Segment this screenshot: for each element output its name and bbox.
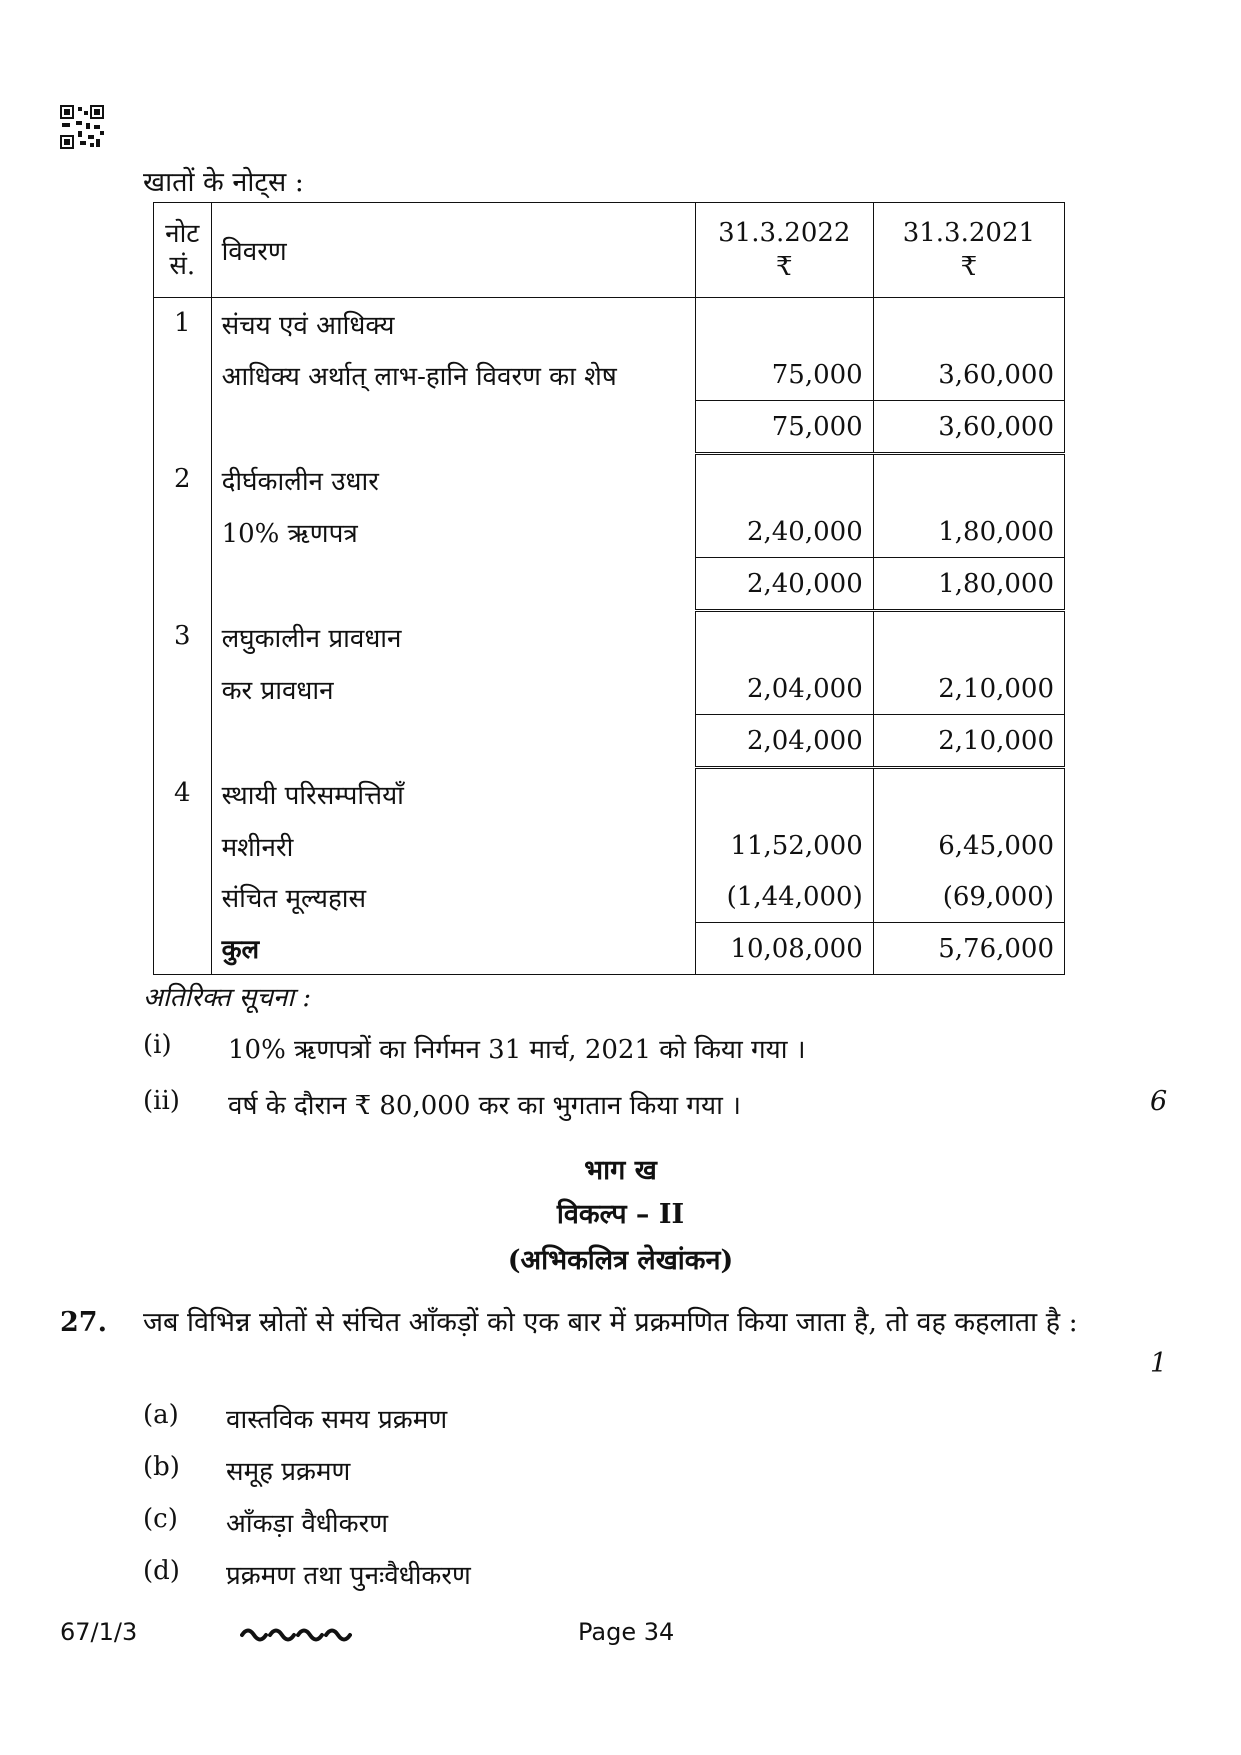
header-col1-unit: ₹ bbox=[776, 252, 793, 282]
option-text: वास्तविक समय प्रक्रमण bbox=[226, 1405, 448, 1435]
table-row bbox=[154, 871, 1065, 923]
table-row-grand-total bbox=[154, 923, 1065, 975]
question-number: 27. bbox=[60, 1307, 107, 1338]
option-text: समूह प्रक्रमण bbox=[226, 1457, 351, 1487]
note-heading: संचय एवं आधिक्य bbox=[211, 298, 695, 350]
cell-total: 2,40,000 bbox=[695, 558, 873, 611]
option-label: (b) bbox=[143, 1452, 180, 1482]
note-heading: स्थायी परिसम्पत्तियाँ bbox=[211, 768, 695, 821]
table-row bbox=[154, 820, 1065, 871]
qr-code-icon bbox=[60, 105, 104, 149]
question-marks: 1 bbox=[1150, 1348, 1168, 1379]
header-note-no: नोट सं. bbox=[154, 203, 212, 298]
table-header-row bbox=[154, 203, 1065, 298]
cell-value: 11,52,000 bbox=[695, 820, 873, 871]
header-col2-unit: ₹ bbox=[960, 252, 978, 282]
tilde-ornament-icon bbox=[240, 1622, 352, 1644]
note-item: आधिक्य अर्थात् लाभ-हानि विवरण का शेष bbox=[211, 349, 695, 401]
info-item-text: 10% ऋणपत्रों का निर्गमन 31 मार्च, 2021 को किया गया । bbox=[228, 1035, 806, 1065]
table-row-total bbox=[154, 558, 1065, 611]
note-number: 3 bbox=[154, 611, 212, 768]
cell-value: 2,04,000 bbox=[695, 663, 873, 715]
cell-value: (69,000) bbox=[873, 871, 1064, 923]
header-col1 bbox=[695, 203, 873, 298]
option-label: (d) bbox=[143, 1556, 180, 1586]
total-label: कुल bbox=[211, 923, 695, 975]
table-row-total bbox=[154, 715, 1065, 768]
option-text: प्रक्रमण तथा पुनःवैधीकरण bbox=[226, 1561, 471, 1591]
cell-value: 6,45,000 bbox=[873, 820, 1064, 871]
page-number: Page 34 bbox=[578, 1618, 675, 1646]
cell-total: 5,76,000 bbox=[873, 923, 1064, 975]
header-col2-date: 31.3.2021 bbox=[902, 218, 1036, 248]
note-heading: दीर्घकालीन उधार bbox=[211, 454, 695, 507]
table-row bbox=[154, 663, 1065, 715]
cell-total: 3,60,000 bbox=[873, 401, 1064, 454]
cell-value: 1,80,000 bbox=[873, 506, 1064, 558]
table-row bbox=[154, 768, 1065, 821]
header-particulars: विवरण bbox=[211, 203, 695, 298]
section-subject: (अभिकलित्र लेखांकन) bbox=[507, 1245, 734, 1276]
cell-value: (1,44,000) bbox=[695, 871, 873, 923]
cell-total: 75,000 bbox=[695, 401, 873, 454]
cell-value: 3,60,000 bbox=[873, 349, 1064, 401]
info-item-number: (ii) bbox=[143, 1086, 180, 1116]
table-row bbox=[154, 611, 1065, 664]
section-option: विकल्प – II bbox=[556, 1199, 685, 1230]
additional-info-title: अतिरिक्त सूचना : bbox=[143, 983, 312, 1013]
cell-total: 2,10,000 bbox=[873, 715, 1064, 768]
header-col1-date: 31.3.2022 bbox=[718, 218, 851, 248]
marks: 6 bbox=[1150, 1086, 1168, 1117]
option-label: (a) bbox=[143, 1400, 179, 1430]
notes-title: खातों के नोट्स : bbox=[143, 167, 304, 198]
cell-total: 10,08,000 bbox=[695, 923, 873, 975]
notes-table bbox=[153, 202, 1065, 975]
cell-value: 75,000 bbox=[695, 349, 873, 401]
header-col2 bbox=[873, 203, 1064, 298]
section-part: भाग ख bbox=[584, 1155, 657, 1186]
note-item: संचित मूल्यहास bbox=[211, 871, 695, 923]
note-number: 1 bbox=[154, 298, 212, 454]
note-heading: लघुकालीन प्रावधान bbox=[211, 611, 695, 664]
cell-value: 2,10,000 bbox=[873, 663, 1064, 715]
cell-value: 2,40,000 bbox=[695, 506, 873, 558]
info-item-number: (i) bbox=[143, 1030, 172, 1060]
note-number: 4 bbox=[154, 768, 212, 975]
cell-total: 1,80,000 bbox=[873, 558, 1064, 611]
table-row-total bbox=[154, 401, 1065, 454]
paper-code: 67/1/3 bbox=[60, 1618, 138, 1646]
option-label: (c) bbox=[143, 1504, 178, 1534]
info-item-text: वर्ष के दौरान ₹ 80,000 कर का भुगतान किया गया । bbox=[228, 1091, 741, 1121]
table-row bbox=[154, 454, 1065, 507]
note-item: 10% ऋणपत्र bbox=[211, 506, 695, 558]
cell-total: 2,04,000 bbox=[695, 715, 873, 768]
note-number: 2 bbox=[154, 454, 212, 611]
table-row bbox=[154, 506, 1065, 558]
note-item: मशीनरी bbox=[211, 820, 695, 871]
question-text: जब विभिन्न स्रोतों से संचित आँकड़ों को एक बार में प्रक्रमणित किया जाता है, तो वह कहलाता है : bbox=[143, 1307, 1078, 1338]
table-row bbox=[154, 349, 1065, 401]
option-text: आँकड़ा वैधीकरण bbox=[226, 1509, 389, 1539]
table-row bbox=[154, 298, 1065, 350]
note-item: कर प्रावधान bbox=[211, 663, 695, 715]
